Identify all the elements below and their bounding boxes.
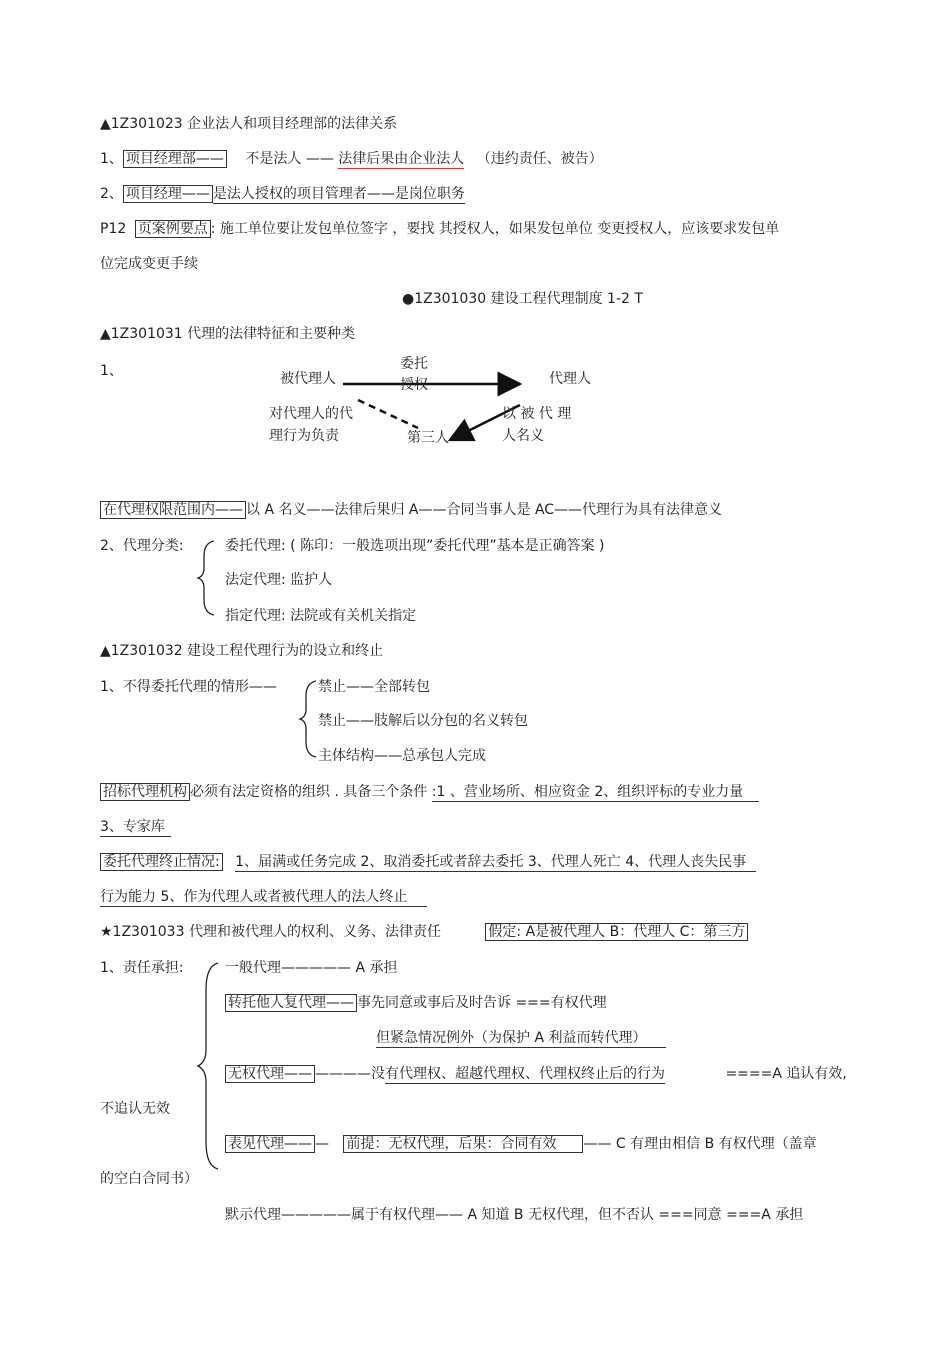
boxed-term: 表见代理—— bbox=[225, 1135, 315, 1153]
line-text: —— C 有理由相信 B 有权代理（盖章 bbox=[583, 1136, 817, 1152]
section-heading-1z301033: ★1Z301033 代理和被代理人的权利、义务、法律责任 bbox=[100, 924, 441, 940]
underlined-text: 1、届满或任务完成 2、取消委托或者辞去委托 3、代理人死亡 4、代理人丧失民事 bbox=[235, 854, 756, 872]
boxed-term: 招标代理机构 bbox=[100, 783, 190, 801]
arrow-label-entrust: 委托 bbox=[400, 356, 428, 372]
right-note-line1: 以 被 代 理 bbox=[502, 406, 572, 422]
underlined-text: 有代理权、超越代理权、代理权终止后的行为 bbox=[385, 1066, 665, 1082]
general-agency-line: 一般代理————— A 承担 bbox=[225, 960, 398, 976]
line-unauthorized-agency bbox=[225, 1064, 847, 1084]
line-text: : 施工单位要让发包单位签字 ，要找 其授权人，如果发包单位 变更授权人，应该要求发包单 bbox=[210, 221, 780, 237]
line-text-continued: 的空白合同书） bbox=[100, 1171, 198, 1187]
item-number: 1、 bbox=[100, 151, 123, 167]
line-text-continued: 不追认无效 bbox=[100, 1101, 170, 1117]
agency-type-statutory: 法定代理: 监护人 bbox=[225, 572, 333, 588]
line-text: ————没 bbox=[315, 1066, 385, 1082]
line-text: （违约责任、被告） bbox=[476, 151, 603, 167]
right-note-line2: 人名义 bbox=[502, 428, 544, 444]
line-text: — bbox=[315, 1136, 329, 1152]
principal-label: 被代理人 bbox=[280, 371, 336, 387]
underlined-text: 但紧急情况例外（为保护 A 利益而转代理） bbox=[376, 1030, 666, 1048]
line-text: 不是法人 —— bbox=[245, 151, 334, 167]
section-heading-1z301030: ●1Z301030 建设工程代理制度 1-2 T bbox=[402, 291, 643, 307]
item-number: 1、 bbox=[100, 363, 123, 379]
boxed-term: 前提：无权代理，后果：合同有效 bbox=[343, 1135, 583, 1153]
section-heading-1z301023: ▲1Z301023 企业法人和项目经理部的法律关系 bbox=[100, 116, 398, 132]
agency-type-designated: 指定代理: 法院或有关机关指定 bbox=[225, 608, 417, 624]
no-delegation-label: 1、不得委托代理的情形—— bbox=[100, 679, 277, 695]
page-ref: P12 bbox=[100, 221, 127, 237]
boxed-term: 转托他人复代理—— bbox=[225, 994, 357, 1012]
no-delegation-item: 禁止——全部转包 bbox=[318, 679, 430, 695]
agency-type-entrusted: 委托代理: ( 陈印：一般选项出现”委托代理”基本是正确答案 ) bbox=[225, 538, 605, 554]
no-delegation-item: 主体结构——总承包人完成 bbox=[318, 748, 486, 764]
underlined-text: 3、专家库 bbox=[100, 819, 171, 837]
item-number: 2、 bbox=[100, 186, 123, 202]
left-note-line1: 对代理人的代 bbox=[269, 406, 353, 422]
no-delegation-item: 禁止——肢解后以分包的名义转包 bbox=[318, 713, 528, 729]
left-note-line2: 理行为负责 bbox=[269, 428, 339, 444]
line-sub-agency bbox=[225, 993, 607, 1013]
line-text: 以 A 名义——法律后果归 A——合同当事人是 AC——代理行为具有法律意义 bbox=[246, 502, 723, 518]
line-text: 必须有法定资格的组织 . 具备三个条件 bbox=[190, 784, 428, 800]
third-party-label: 第三人 bbox=[407, 430, 449, 446]
boxed-term: 页案例要点 bbox=[135, 220, 211, 238]
line-text: ====A 追认有效, bbox=[725, 1066, 847, 1082]
section-heading-1z301031: ▲1Z301031 代理的法律特征和主要种类 bbox=[100, 326, 356, 342]
line-sub-agency-exception bbox=[376, 1028, 666, 1048]
underlined-text: :1 、营业场所、相应资金 2、组织评标的专业力量 bbox=[432, 784, 759, 802]
agent-label: 代理人 bbox=[549, 371, 591, 387]
boxed-term: 无权代理—— bbox=[225, 1065, 315, 1083]
underlined-text: 行为能力 5、作为代理人或者被代理人的法人终止 bbox=[100, 889, 427, 907]
arrow-label-authorize: 授权 bbox=[400, 377, 428, 393]
boxed-term: 在代理权限范围内—— bbox=[100, 501, 246, 519]
line-text: 事先同意或事后及时告诉 ===有权代理 bbox=[357, 995, 607, 1011]
section-heading-1z301032: ▲1Z301032 建设工程代理行为的设立和终止 bbox=[100, 643, 384, 659]
implied-agency-line: 默示代理—————属于有权代理—— A 知道 B 无权代理，但不否认 ===同意 ===A 承担 bbox=[225, 1207, 804, 1223]
agency-types-label: 2、代理分类: bbox=[100, 538, 184, 554]
underlined-text: 法律后果由企业法人 bbox=[338, 151, 465, 167]
boxed-term: 委托代理终止情况: bbox=[100, 853, 223, 871]
underlined-text: 是法人授权的项目管理者——是岗位职务 bbox=[212, 186, 465, 202]
boxed-term: 项目经理部—— bbox=[123, 150, 227, 168]
line-apparent-agency bbox=[225, 1134, 817, 1154]
assumption-box: 假定: A是被代理人 B：代理人 C：第三方 bbox=[485, 923, 748, 941]
responsibility-label: 1、责任承担: bbox=[100, 960, 184, 976]
line-text-continued: 位完成变更手续 bbox=[100, 256, 198, 272]
boxed-term: 项目经理—— bbox=[123, 185, 213, 203]
